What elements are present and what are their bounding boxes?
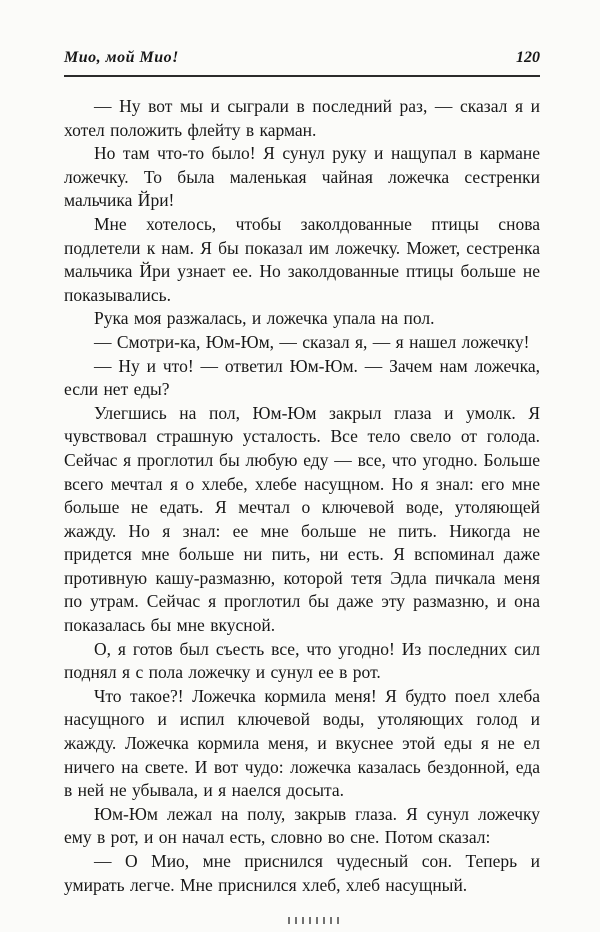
paragraph: О, я готов был съесть все, что угодно! Из последних сил поднял я с пола ложечку и сунул ее в рот.: [64, 638, 540, 683]
header-rule: [64, 75, 540, 77]
paragraph: — Смотри-ка, Юм-Юм, — сказал я, — я нашел ложечку!: [94, 331, 530, 352]
paragraph: Рука моя разжалась, и ложечка упала на пол.: [94, 308, 435, 329]
paragraph: Что такое?! Ложечка кормила меня! Я будто поел хлеба насущного и испил ключевой воды, утоляющих голод и жажду. Ложечка кормила меня, и вкуснее этой еды я не ел ничего на свете. И вот чудо: ложечка казалась бездонной, еда в ней не убывала, и я наелся досыта.: [64, 685, 540, 801]
paragraph: Юм-Юм лежал на полу, закрыв глаза. Я сунул ложечку ему в рот, и он начал есть, словно во сне. Потом сказал:: [64, 803, 540, 848]
paragraph: — Ну вот мы и сыграли в последний раз, — сказал я и хотел положить флейту в карман.: [64, 96, 540, 140]
scan-artifact: [288, 917, 344, 924]
body-text: [64, 95, 540, 897]
paragraph: — Ну и что! — ответил Юм-Юм. — Зачем нам ложечка, если нет еды?: [64, 355, 540, 400]
running-title: Мио, мой Мио!: [64, 49, 179, 66]
page-number: 120: [516, 49, 540, 66]
paragraph: — О Мио, мне приснился чудесный сон. Теперь и умирать легче. Мне приснился хлеб, хлеб насущный.: [64, 851, 540, 895]
paragraph: Улегшись на пол, Юм-Юм закрыл глаза и умолк. Я чувствовал страшную усталость. Все тело свело от голода. Сейчас я проглотил бы любую еду — все, что угодно. Больше всего мечтал я о хлебе, хлебе насущном. Но я знал: его мне больше не едать. Я мечтал о ключевой воде, утоляющей жажду. Но я знал: ее мне больше не пить. Никогда не придется мне больше ни пить, ни есть. Я вспоминал даже противную кашу-размазню, которой тетя Эдла пичкала меня по утрам. Сейчас я проглотил бы даже эту размазню, и она показалась бы мне вкусной.: [64, 402, 540, 636]
paragraph: Но там что-то было! Я сунул руку и нащупал в кармане ложечку. То была маленькая чайная ложечка сестренки мальчика Йри!: [64, 143, 540, 211]
page-header: [64, 48, 540, 75]
paragraph: Мне хотелось, чтобы заколдованные птицы снова подлетели к нам. Я бы показал им ложечку. Может, сестренка мальчика Йри узнает ее. Но заколдованные птицы больше не показывались.: [64, 213, 540, 305]
